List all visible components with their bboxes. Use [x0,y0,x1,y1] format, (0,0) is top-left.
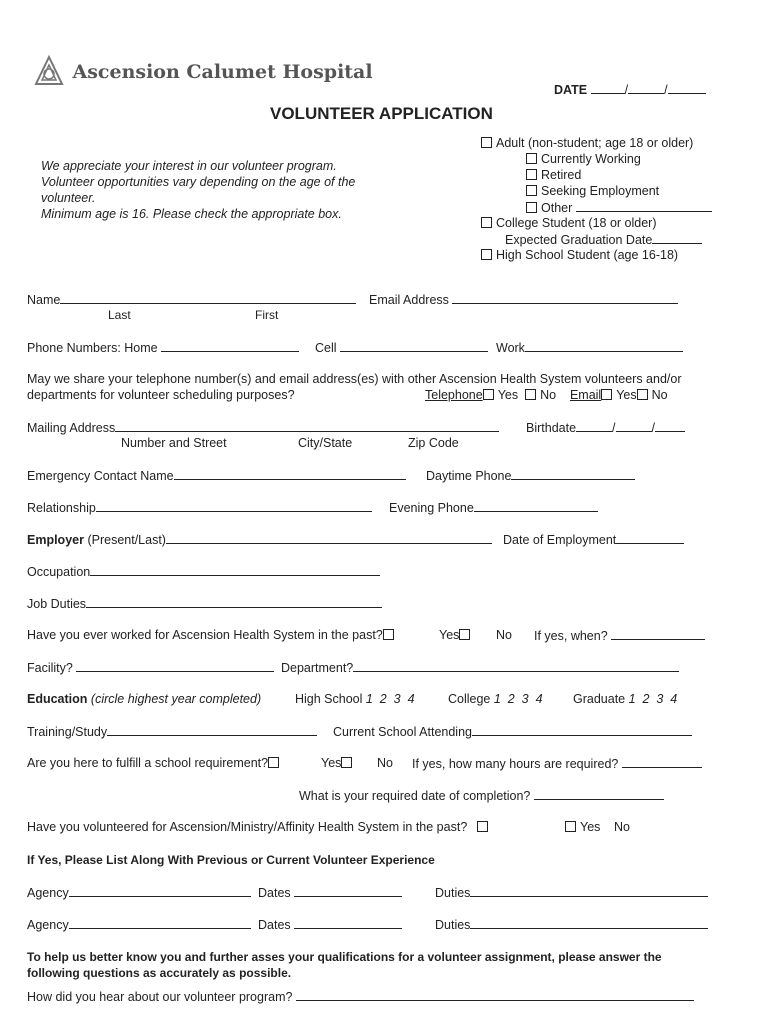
grad-date-field[interactable]: Expected Graduation Date [505,232,702,247]
emergency-contact-field[interactable]: Emergency Contact Name [27,468,406,483]
cell-phone-field[interactable]: Cell [315,340,488,355]
hospital-logo [31,54,373,90]
school-req-question[interactable]: Are you here to fulfill a school requirement? [27,756,283,770]
volunteered-yes-checkbox[interactable] [477,821,488,832]
worked-when-field[interactable]: If yes, when? [534,628,705,643]
birthdate-field[interactable]: Birthdate / / [526,420,685,435]
training-field[interactable]: Training/Study [27,724,317,739]
share-question-line2: departments for volunteer scheduling purposes? [27,388,295,402]
completion-date-field[interactable]: What is your required date of completion? [299,788,664,803]
adult-checkbox[interactable] [481,137,492,148]
category-other[interactable]: Other [526,200,712,215]
agency-field-1[interactable]: Agency [27,885,251,900]
first-name-label: First [255,308,279,322]
volunteered-no-checkbox[interactable] [565,821,576,832]
street-label: Number and Street [121,436,227,450]
school-req-yes-checkbox[interactable] [268,757,279,768]
date-field[interactable]: DATE / / [554,82,706,97]
share-question-line1: May we share your telephone number(s) and email address(es) with other Ascension Health System volunteers and/or [27,372,682,386]
volunteered-no-label: No [614,820,630,834]
last-name-label: Last [108,308,131,322]
dates-field-2[interactable]: Dates [258,917,402,932]
occupation-field[interactable]: Occupation [27,564,380,579]
duties-field-1[interactable]: Duties [435,885,708,900]
dates-field-1[interactable]: Dates [258,885,402,900]
education-row: Education (circle highest year completed) [27,692,262,706]
education-college[interactable]: College 1 2 3 4 [448,692,543,706]
category-high-school[interactable]: High School Student (age 16-18) [481,248,678,262]
job-duties-field[interactable]: Job Duties [27,596,382,611]
worked-question[interactable]: Have you ever worked for Ascension Health System in the past? [27,628,398,642]
triquetra-logo-icon [31,54,67,90]
working-checkbox[interactable] [526,153,537,164]
city-label: City/State [298,436,353,450]
category-college[interactable]: College Student (18 or older) [481,216,657,230]
volunteered-question[interactable]: Have you volunteered for Ascension/Ministry/Affinity Health System in the past? [27,820,492,834]
agency-field-2[interactable]: Agency [27,917,251,932]
daytime-phone-field[interactable]: Daytime Phone [426,468,635,483]
worked-no-label: No [496,628,512,642]
home-phone-field[interactable]: Phone Numbers: Home [27,340,299,355]
category-adult[interactable]: Adult (non-student; age 18 or older) [481,136,693,150]
work-phone-field[interactable]: Work [496,340,683,355]
worked-yes-checkbox[interactable] [383,629,394,640]
school-req-no-checkbox[interactable] [341,757,352,768]
school-req-no-label: No [377,756,393,770]
telephone-no-checkbox[interactable] [525,389,536,400]
education-high-school[interactable]: High School 1 2 3 4 [295,692,415,706]
seeking-checkbox[interactable] [526,185,537,196]
email-no-checkbox[interactable] [637,389,648,400]
previous-experience-heading: If Yes, Please List Along With Previous or Current Volunteer Experience [27,853,435,867]
relationship-field[interactable]: Relationship [27,500,372,515]
email-yes-checkbox[interactable] [601,389,612,400]
zip-label: Zip Code [408,436,459,450]
email-field[interactable]: Email Address [369,292,678,307]
category-retired[interactable]: Retired [526,168,581,182]
school-req-yes[interactable]: Yes [321,756,356,770]
telephone-yes-checkbox[interactable] [483,389,494,400]
volunteered-yes[interactable]: Yes [565,820,600,834]
logo-text: Ascension Calumet Hospital [72,61,373,83]
department-field[interactable]: Department? [281,660,679,675]
facility-field[interactable]: Facility? [27,660,274,675]
current-school-field[interactable]: Current School Attending [333,724,692,739]
employer-field[interactable]: Employer (Present/Last) [27,532,492,547]
intro-text: We appreciate your interest in our volunteer program. Volunteer opportunities vary depending on the age of the volunteer. Minimum age is 16. Please check the appropriate box. [41,159,356,221]
worked-no-checkbox[interactable] [459,629,470,640]
share-options[interactable]: Telephone Yes No Email Yes No [425,388,668,402]
worked-yes[interactable]: Yes [439,628,474,642]
retired-checkbox[interactable] [526,169,537,180]
hours-required-field[interactable]: If yes, how many hours are required? [412,756,702,771]
college-checkbox[interactable] [481,217,492,228]
high-school-checkbox[interactable] [481,249,492,260]
category-working[interactable]: Currently Working [526,152,641,166]
date-label: DATE [554,83,588,97]
education-graduate[interactable]: Graduate 1 2 3 4 [573,692,678,706]
how-heard-field[interactable]: How did you hear about our volunteer program? [27,989,694,1004]
mailing-address-field[interactable]: Mailing Address [27,420,499,435]
duties-field-2[interactable]: Duties [435,917,708,932]
name-field[interactable]: Name [27,292,356,307]
other-checkbox[interactable] [526,202,537,213]
evening-phone-field[interactable]: Evening Phone [389,500,598,515]
category-seeking[interactable]: Seeking Employment [526,184,659,198]
employment-date-field[interactable]: Date of Employment [503,532,684,547]
page-title: VOLUNTEER APPLICATION [270,104,493,123]
closing-instructions: To help us better know you and further asses your qualifications for a volunteer assignment, please answer the following questions as accurately as possible. [27,950,662,980]
